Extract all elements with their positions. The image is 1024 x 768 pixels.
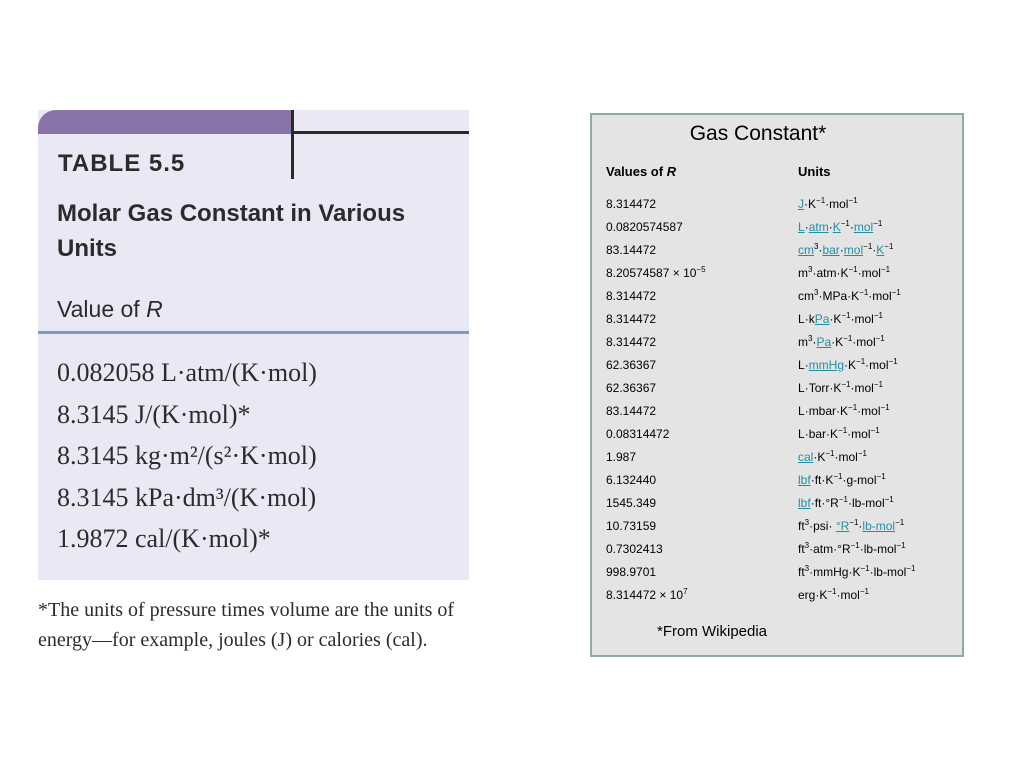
unit-link[interactable]: atm <box>808 220 829 234</box>
table-row <box>606 449 956 472</box>
values-header-symbol: R <box>666 164 677 179</box>
unit-cell: $ft^3\cdot psi\cdot ^\circ R^{-1}\cdot lb-mol^{-1}$ <box>798 518 905 533</box>
unit-cell: $L\cdot Torr\cdot K^{-1}\cdot mol^{-1}$ <box>798 380 883 395</box>
unit-cell: $lbf\cdot ft\cdot^\circ R^{-1}\cdot lb-mol^{-1}$ <box>798 495 894 510</box>
unit-cell: $L\cdot mmHg\cdot K^{-1}\cdot mol^{-1}$ <box>798 357 898 372</box>
unit-cell: $lbf\cdot ft\cdot K^{-1}\cdot g-mol^{-1}$ <box>798 472 886 487</box>
unit-link[interactable]: mol <box>853 220 874 234</box>
column-header-prefix: Value of <box>57 296 147 322</box>
unit-link[interactable]: J <box>798 197 804 211</box>
unit-link[interactable]: Pa <box>814 312 830 326</box>
list-item: 8.3145 kg·m²/(s²·K·mol) <box>57 441 317 470</box>
unit-cell: $cm^3\cdot bar\cdot mol^{-1}\cdot K^{-1}$ <box>798 242 894 257</box>
unit-link[interactable]: K <box>876 243 885 257</box>
table-row <box>606 426 956 449</box>
table-row <box>606 541 956 564</box>
unit-cell: $ft^3\cdot mmHg\cdot K^{-1}\cdot lb-mol^{-1}$ <box>798 564 916 579</box>
r-value-cell: 1545.349 <box>606 496 657 510</box>
table-row <box>606 564 956 587</box>
unit-link[interactable]: lbf <box>798 473 811 487</box>
unit-cell: $L\cdot bar\cdot K^{-1}\cdot mol^{-1}$ <box>798 426 880 441</box>
table-row <box>606 219 956 242</box>
unit-cell: $L\cdot kPa\cdot K^{-1}\cdot mol^{-1}$ <box>798 311 883 326</box>
r-value-cell: $8.314472 \times 10^7$ <box>606 587 688 602</box>
unit-cell: $m^3\cdot Pa\cdot K^{-1}\cdot mol^{-1}$ <box>798 334 885 349</box>
table-row <box>606 380 956 403</box>
table-row <box>606 587 956 610</box>
table-row <box>606 334 956 357</box>
table-subtitle: Molar Gas Constant in Various Units <box>57 200 406 262</box>
unit-cell: $L\cdot atm\cdot K^{-1}\cdot mol^{-1}$ <box>798 219 883 234</box>
units-column-header: Units <box>798 164 831 179</box>
r-value-cell: 0.08314472 <box>606 427 670 441</box>
panel-title: Gas Constant* <box>689 122 827 145</box>
table-row <box>606 518 956 541</box>
list-item: 1.9872 cal/(K·mol)* <box>57 524 271 553</box>
r-value-cell: 8.314472 <box>606 289 657 303</box>
values-header-prefix: Values of <box>606 164 667 179</box>
r-value-cell: 8.314472 <box>606 335 657 349</box>
list-item: 8.3145 kPa·dm³/(K·mol) <box>57 482 317 512</box>
unit-cell: $erg\cdot K^{-1}\cdot mol^{-1}$ <box>798 587 869 602</box>
unit-link[interactable]: L <box>798 220 805 234</box>
unit-cell: $ft^3\cdot atm\cdot^\circ R^{-1}\cdot lb-mol^{-1}$ <box>798 541 906 556</box>
column-header <box>57 296 163 323</box>
source-footnote: *From Wikipedia <box>657 623 768 640</box>
r-value-cell: 8.314472 <box>606 312 657 326</box>
table-footnote: *The units of pressure times volume are the units of energy—for example, joules (J) or calories (cal). <box>38 599 455 651</box>
header-divider <box>38 331 469 334</box>
gas-constant-table <box>606 196 956 610</box>
column-header-symbol: R <box>146 296 163 322</box>
unit-link[interactable]: cal <box>798 450 814 464</box>
unit-link[interactable]: °R <box>835 519 850 533</box>
unit-cell: $m^3\cdot atm\cdot K^{-1}\cdot mol^{-1}$ <box>798 265 891 280</box>
unit-cell: $cal\cdot K^{-1}\cdot mol^{-1}$ <box>798 449 867 464</box>
r-value-cell: 83.14472 <box>606 243 657 257</box>
list-item: 8.3145 J/(K·mol)* <box>57 399 251 429</box>
r-value-cell: 10.73159 <box>606 519 657 533</box>
gas-constant-values-list <box>57 357 317 565</box>
unit-link[interactable]: lbf <box>798 496 811 510</box>
table-row <box>606 311 956 334</box>
table-top-rule <box>294 131 469 134</box>
table-header-bar <box>38 110 469 134</box>
r-value-cell: 62.36367 <box>606 381 657 395</box>
unit-cell: $cm^3\cdot MPa\cdot K^{-1}\cdot mol^{-1}$ <box>798 288 901 303</box>
r-value-cell: $8.20574587 \times 10^{-5}$ <box>606 265 706 280</box>
table-title: TABLE 5.5 <box>58 150 186 177</box>
table-vertical-rule <box>291 110 294 179</box>
r-value-cell: 1.987 <box>606 450 637 464</box>
table-row <box>606 495 956 518</box>
table-row <box>606 196 956 219</box>
r-value-cell: 0.0820574587 <box>606 220 683 234</box>
r-value-cell: 6.132440 <box>606 473 657 487</box>
r-value-cell: 62.36367 <box>606 358 657 372</box>
table-tab-decoration <box>38 110 294 134</box>
unit-link[interactable]: mmHg <box>808 358 845 372</box>
table-row <box>606 357 956 380</box>
table-row <box>606 265 956 288</box>
unit-link[interactable]: K <box>832 220 841 234</box>
unit-link[interactable]: lb-mol <box>862 519 896 533</box>
unit-link[interactable]: Pa <box>816 335 832 349</box>
unit-link[interactable]: mol <box>843 243 864 257</box>
r-value-cell: 0.7302413 <box>606 542 663 556</box>
list-item: 0.082058 L·atm/(K·mol) <box>57 358 317 387</box>
table-row <box>606 403 956 426</box>
r-value-cell: 998.9701 <box>606 565 657 579</box>
table-row <box>606 288 956 311</box>
unit-cell: $J\cdot K^{-1}\cdot mol^{-1}$ <box>798 196 858 211</box>
values-column-header <box>606 164 676 179</box>
unit-link[interactable]: bar <box>822 243 840 257</box>
unit-cell: $L\cdot mbar\cdot K^{-1}\cdot mol^{-1}$ <box>798 403 890 418</box>
unit-link[interactable]: cm <box>798 243 814 257</box>
table-row <box>606 472 956 495</box>
r-value-cell: 8.314472 <box>606 197 657 211</box>
table-row <box>606 242 956 265</box>
r-value-cell: 83.14472 <box>606 404 657 418</box>
